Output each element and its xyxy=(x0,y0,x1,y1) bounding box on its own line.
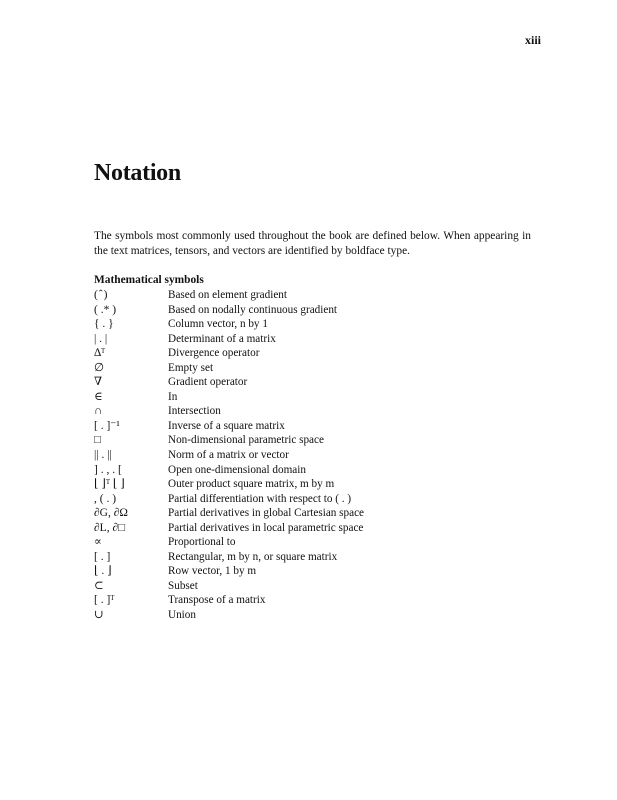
symbol-glyph: [ . ]⁻¹ xyxy=(94,419,120,432)
symbol-description: Intersection xyxy=(168,405,221,418)
symbol-row xyxy=(94,564,534,579)
symbol-glyph: ⌊ ⌋ᵀ ⌊ ⌋ xyxy=(94,478,125,491)
symbol-description: Gradient operator xyxy=(168,376,248,389)
symbol-glyph: { . } xyxy=(94,318,114,331)
symbol-description: Partial derivatives in global Cartesian space xyxy=(168,507,365,520)
symbol-glyph: [ . ]ᵀ xyxy=(94,594,115,607)
symbol-row xyxy=(94,332,534,347)
symbol-row xyxy=(94,608,534,623)
symbol-row xyxy=(94,579,534,594)
symbol-row xyxy=(94,361,534,376)
symbol-list xyxy=(94,288,534,623)
symbol-row xyxy=(94,521,534,536)
symbol-description: Proportional to xyxy=(168,536,236,549)
symbol-row xyxy=(94,390,534,405)
symbol-row xyxy=(94,288,534,303)
symbol-row xyxy=(94,317,534,332)
symbol-description: Subset xyxy=(168,579,198,592)
symbol-glyph: ⌊ . ⌋ xyxy=(94,565,112,578)
symbol-description: Open one-dimensional domain xyxy=(168,463,306,476)
symbol-description: Union xyxy=(168,609,196,622)
symbol-glyph: ⊂ xyxy=(94,579,104,592)
symbol-description: Divergence operator xyxy=(168,347,260,360)
chapter-title: Notation xyxy=(94,160,181,186)
symbol-description: Empty set xyxy=(168,361,214,374)
symbol-description: Based on element gradient xyxy=(168,289,287,301)
symbol-glyph: || . || xyxy=(94,449,112,462)
symbol-description: Row vector, 1 by m xyxy=(168,565,257,578)
symbol-glyph: ∇ xyxy=(94,376,103,389)
symbol-glyph: ∂L, ∂□ xyxy=(94,521,126,534)
intro-paragraph: The symbols most commonly used throughout the book are defined below. When appearing in the text matrices, tensors, and vectors are identified by boldface type. xyxy=(94,230,531,257)
symbol-glyph: ] . , . [ xyxy=(94,463,122,476)
symbol-row xyxy=(94,477,534,492)
page-number: xiii xyxy=(524,33,541,47)
section-heading: Mathematical symbols xyxy=(94,274,204,286)
symbol-glyph: ( ̂ ) xyxy=(94,289,108,301)
symbol-row xyxy=(94,550,534,565)
symbol-glyph: ∆ᵀ xyxy=(94,347,106,360)
symbol-glyph: [ . ] xyxy=(94,550,111,563)
symbol-row xyxy=(94,375,534,390)
symbol-row xyxy=(94,448,534,463)
symbol-row xyxy=(94,506,534,521)
symbol-description: Based on nodally continuous gradient xyxy=(168,303,338,316)
symbol-glyph: ∅ xyxy=(94,361,105,374)
symbol-glyph: , ( . ) xyxy=(94,492,117,505)
symbol-glyph: □ xyxy=(94,434,101,447)
symbol-description: Outer product square matrix, m by m xyxy=(168,478,335,491)
symbol-description: Transpose of a matrix xyxy=(168,594,266,607)
symbol-description: Non-dimensional parametric space xyxy=(168,434,324,447)
symbol-glyph: ∝ xyxy=(94,536,102,549)
symbol-row xyxy=(94,492,534,507)
symbol-row xyxy=(94,346,534,361)
symbol-description: Norm of a matrix or vector xyxy=(168,449,289,462)
symbol-description: In xyxy=(168,390,178,403)
symbol-row xyxy=(94,593,534,608)
symbol-description: Partial differentiation with respect to ( . ) xyxy=(168,492,352,505)
symbol-description: Inverse of a square matrix xyxy=(168,419,285,432)
symbol-description: Determinant of a matrix xyxy=(168,332,276,345)
symbol-glyph: ∂G, ∂Ω xyxy=(94,507,128,520)
symbol-row xyxy=(94,303,534,318)
symbol-row xyxy=(94,433,534,448)
symbol-glyph: ∈ xyxy=(94,390,103,403)
symbol-row xyxy=(94,535,534,550)
symbol-glyph: ( .* ) xyxy=(94,303,117,316)
symbol-description: Partial derivatives in local parametric space xyxy=(168,521,364,534)
symbol-glyph: | . | xyxy=(94,332,108,345)
symbol-description: Rectangular, m by n, or square matrix xyxy=(168,550,338,563)
symbol-description: Column vector, n by 1 xyxy=(168,318,268,331)
symbol-glyph: ∩ xyxy=(94,405,103,418)
symbol-row xyxy=(94,419,534,434)
symbol-row xyxy=(94,404,534,419)
symbol-row xyxy=(94,463,534,478)
symbol-glyph: ∪ xyxy=(94,609,104,622)
